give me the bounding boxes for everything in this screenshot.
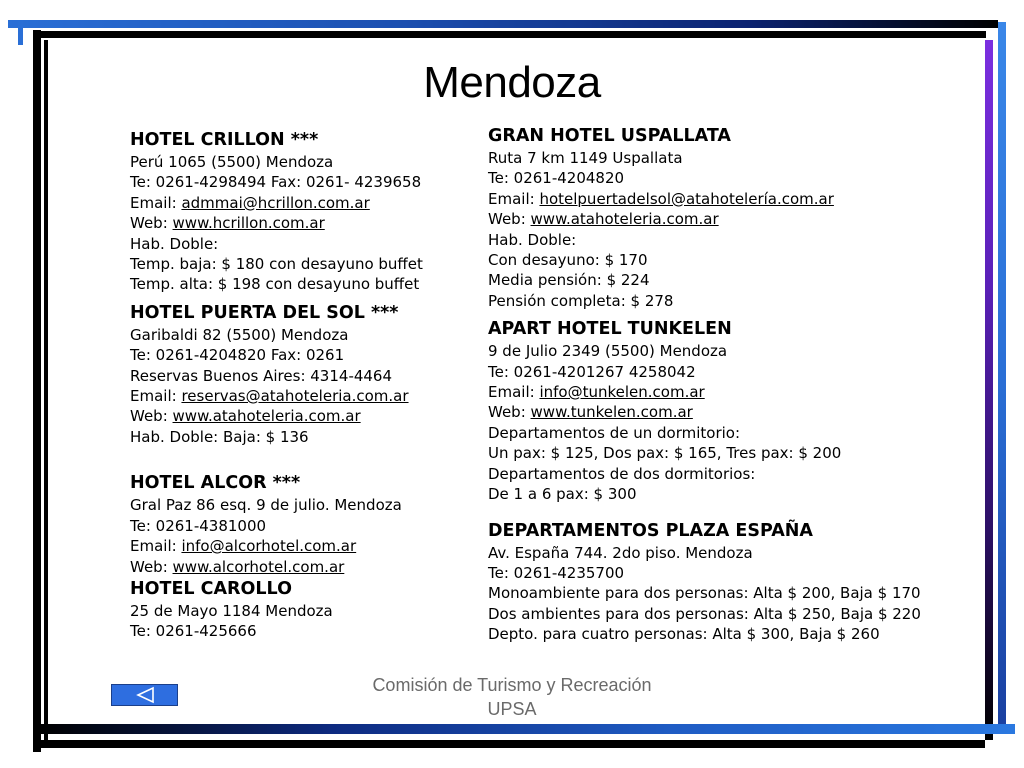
frame-right-blue-bar xyxy=(998,22,1006,732)
slide-title: Mendoza xyxy=(423,58,601,107)
hotel-name: DEPARTAMENTOS PLAZA ESPAÑA xyxy=(488,520,813,541)
hotel-name: HOTEL ALCOR *** xyxy=(130,473,301,494)
email-link[interactable]: admmai@hcrillon.com.ar xyxy=(181,193,370,212)
email-link[interactable]: hotelpuertadelsol@atahotelería.com.ar xyxy=(539,189,834,208)
footer-university: UPSA xyxy=(487,699,537,719)
hotel-name: GRAN HOTEL USPALLATA xyxy=(488,126,731,146)
web-line: Web: www.hcrillon.com.ar xyxy=(130,214,325,233)
phone: Te: 0261-4381000 xyxy=(130,516,267,535)
frame-right-purple-bar xyxy=(985,40,993,740)
email-link[interactable]: info@alcorhotel.com.ar xyxy=(181,537,357,556)
phone: Te: 0261-4204820 xyxy=(488,169,625,188)
rate: De 1 a 6 pax: $ 300 xyxy=(488,485,637,504)
web-line: Web: www.alcorhotel.com.ar xyxy=(130,557,345,576)
rate: Hab. Doble: Baja: $ 136 xyxy=(130,427,309,446)
address: Av. España 744. 2do piso. Mendoza xyxy=(488,543,753,562)
apart-hotel-tunkelen xyxy=(488,317,968,504)
web-link[interactable]: www.tunkelen.com.ar xyxy=(530,403,693,422)
triangle-left-icon xyxy=(134,686,156,704)
phone: Te: 0261-425666 xyxy=(130,622,257,641)
rate: Depto. para cuatro personas: Alta $ 300, Baja $ 260 xyxy=(488,625,880,644)
web-line: Web: www.atahoteleria.com.ar xyxy=(488,210,719,229)
rate: Media pensión: $ 224 xyxy=(488,271,650,290)
hotel-puerta-del-sol xyxy=(130,301,475,447)
email-line: Email: admmai@hcrillon.com.ar xyxy=(130,193,370,212)
departamentos-plaza-espana xyxy=(488,519,968,645)
frame-left-blue-accent xyxy=(18,20,23,45)
email-line: Email: hotelpuertadelsol@atahotelería.com.ar xyxy=(488,189,834,208)
address: Gral Paz 86 esq. 9 de julio. Mendoza xyxy=(130,496,402,515)
web-link[interactable]: www.atahoteleria.com.ar xyxy=(530,210,719,229)
frame-bottom-blue-bar xyxy=(40,724,1015,734)
email-line: Email: reservas@atahoteleria.com.ar xyxy=(130,387,409,406)
frame-left-black-bar xyxy=(33,30,41,752)
frame-bottom-black-bar xyxy=(40,740,985,748)
phone: Te: 0261-4298494 Fax: 0261- 4239658 xyxy=(130,173,422,192)
rate: Con desayuno: $ 170 xyxy=(488,251,648,270)
hotel-name: HOTEL CRILLON *** xyxy=(130,130,319,150)
address: Perú 1065 (5500) Mendoza xyxy=(130,153,334,171)
hotel-name: HOTEL CAROLLO xyxy=(130,578,292,599)
reservations: Reservas Buenos Aires: 4314-4464 xyxy=(130,366,393,385)
frame-top-black-bar xyxy=(36,31,986,38)
address: 25 de Mayo 1184 Mendoza xyxy=(130,601,333,620)
web-line: Web: www.tunkelen.com.ar xyxy=(488,403,693,422)
rate: Temp. baja: $ 180 con desayuno buffet xyxy=(130,255,423,274)
address: Ruta 7 km 1149 Uspallata xyxy=(488,149,683,167)
web-link[interactable]: www.alcorhotel.com.ar xyxy=(172,557,345,576)
hotel-crillon xyxy=(130,128,475,295)
room-type: Hab. Doble: xyxy=(488,230,577,249)
email-link[interactable]: reservas@atahoteleria.com.ar xyxy=(181,387,409,406)
hotel-name: APART HOTEL TUNKELEN xyxy=(488,319,732,340)
gran-hotel-uspallata xyxy=(488,124,968,311)
email-line: Email: info@alcorhotel.com.ar xyxy=(130,537,357,556)
phone: Te: 0261-4204820 Fax: 0261 xyxy=(130,346,345,365)
room-type: Departamentos de un dormitorio: xyxy=(488,423,741,442)
rate: Un pax: $ 125, Dos pax: $ 165, Tres pax: $ 200 xyxy=(488,444,842,463)
frame-left-black-thin-bar xyxy=(44,40,48,740)
web-link[interactable]: www.atahoteleria.com.ar xyxy=(172,407,361,426)
hotel-alcor xyxy=(130,471,475,577)
rate: Dos ambientes para dos personas: Alta $ 250, Baja $ 220 xyxy=(488,604,921,623)
footer xyxy=(300,673,724,721)
address: 9 de Julio 2349 (5500) Mendoza xyxy=(488,342,728,361)
room-type: Hab. Doble: xyxy=(130,234,219,253)
rate: Monoambiente para dos personas: Alta $ 200, Baja $ 170 xyxy=(488,584,921,603)
address: Garibaldi 82 (5500) Mendoza xyxy=(130,325,349,344)
web-line: Web: www.atahoteleria.com.ar xyxy=(130,407,361,426)
room-type: Departamentos de dos dormitorios: xyxy=(488,464,756,483)
hotel-name: HOTEL PUERTA DEL SOL *** xyxy=(130,302,399,323)
email-link[interactable]: info@tunkelen.com.ar xyxy=(539,383,705,402)
rate: Pensión completa: $ 278 xyxy=(488,291,674,310)
footer-organization: Comisión de Turismo y Recreación xyxy=(372,675,652,695)
web-link[interactable]: www.hcrillon.com.ar xyxy=(172,214,325,233)
back-button[interactable] xyxy=(111,684,178,706)
hotel-carollo xyxy=(130,577,475,642)
right-column xyxy=(488,124,968,645)
rate: Temp. alta: $ 198 con desayuno buffet xyxy=(130,275,420,294)
frame-top-blue-bar xyxy=(8,20,998,28)
left-column xyxy=(130,128,475,642)
phone: Te: 0261-4201267 4258042 xyxy=(488,362,696,381)
phone: Te: 0261-4235700 xyxy=(488,563,625,582)
email-line: Email: info@tunkelen.com.ar xyxy=(488,383,705,402)
